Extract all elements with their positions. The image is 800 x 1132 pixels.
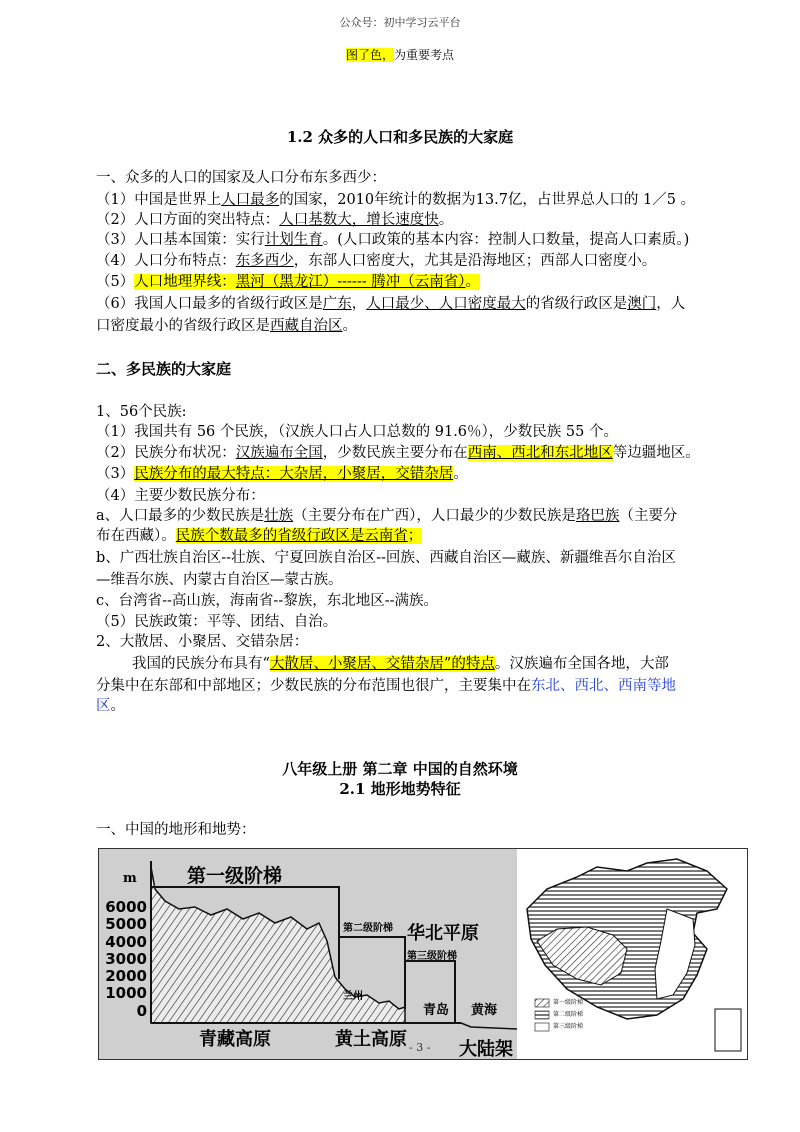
s1-line6: （6）我国人口最多的省级行政区是广东，人口最少、人口密度最大的省级行政区是澳门，人 <box>96 296 686 312</box>
map-legend-item: 第一级阶梯 <box>553 999 584 1006</box>
s1-line2: （2）人口方面的突出特点：人口基数大，增长速度快。 <box>96 212 454 228</box>
s2-line8: b、广西壮族自治区--壮族、宁夏回族自治区--回族、西藏自治区—藏族、新疆维吾尔自治区 <box>96 550 676 566</box>
s2-line7: 布在西藏）。民族个数最多的省级行政区是云南省； <box>96 528 423 544</box>
legend-rest: 为重要考点 <box>394 48 455 62</box>
terrain-profile <box>99 849 517 1059</box>
legend-swatch <box>535 999 549 1007</box>
dalujia-label: 大陆架 <box>459 1039 513 1060</box>
page-number: - 3 - <box>409 1041 431 1054</box>
s2-line13: 我国的民族分布具有“大散居、小聚居、交错杂居”的特点。汉族遍布全国各地，大部 <box>132 656 669 672</box>
step1-label: 第一级阶梯 <box>187 865 283 887</box>
s2-line14: 分集中在东部和中部地区；少数民族的分布范围也很广，主要集中在东北、西北、西南等地 <box>96 678 676 694</box>
y-tick: 1000 <box>105 984 147 1003</box>
s2-line5: （4）主要少数民族分布： <box>96 488 265 504</box>
step1-region <box>537 927 627 985</box>
qingzang-label: 青藏高原 <box>199 1029 271 1050</box>
huabei-label: 华北平原 <box>407 923 479 944</box>
section3-title2: 2.1 地形地势特征 <box>339 780 461 798</box>
y-tick: 6000 <box>105 898 147 916</box>
s2-line11: （5）民族政策：平等、团结、自治。 <box>96 614 338 630</box>
y-unit: m <box>123 871 137 886</box>
s2-line6: a、人口最多的少数民族是壮族（主要分布在广西），人口最少的少数民族是珞巴族（主要分 <box>96 508 678 524</box>
s2-line4: （3）民族分布的最大特点：大杂居，小聚居，交错杂居。 <box>96 466 468 482</box>
s2-line3: （2）民族分布状况：汉族遍布全国，少数民族主要分布在西南、西北和东北地区等边疆地区。 <box>96 445 700 461</box>
china-step-map <box>517 849 747 1059</box>
legend-note <box>0 46 800 63</box>
y-tick: 0 <box>136 1001 147 1020</box>
section1-heading: 一、众多的人口的国家及人口分布东多西少： <box>96 170 386 186</box>
y-tick: 2000 <box>105 967 147 986</box>
step3-label: 第三级阶梯 <box>407 951 457 962</box>
y-tick: 3000 <box>105 949 147 968</box>
terrain-silhouette <box>151 867 405 1023</box>
s2-line12: 2、大散居、小聚居、交错杂居： <box>96 634 309 650</box>
s1-line4: （4）人口分布特点：东多西少，东部人口密度大，尤其是沿海地区；西部人口密度小。 <box>96 253 657 269</box>
s1-line7: 口密度最小的省级行政区是西藏自治区。 <box>96 318 357 334</box>
section3-title1: 八年级上册 第二章 中国的自然环境 <box>282 760 518 778</box>
terrain-figure <box>98 848 748 1060</box>
y-tick: 5000 <box>105 915 147 934</box>
section1-title: 1.2 众多的人口和多民族的大家庭 <box>286 128 514 146</box>
legend-swatch <box>535 1011 549 1019</box>
s1-line5: （5）人口地理界线：黑河（黑龙江）------ 腾冲（云南省）。 <box>96 274 480 290</box>
s2-line2: （1）我国共有 56 个民族，（汉族人口占人口总数的 91.6％），少数民族 55 个。 <box>96 424 618 440</box>
step2-label: 第二级阶梯 <box>343 923 393 934</box>
s1-line3: （3）人口基本国策：实行计划生育。(人口政策的基本内容：控制人口数量，提高人口素质。) <box>96 232 690 248</box>
south-sea-inset <box>715 1009 741 1051</box>
legend-highlight: 图了色， <box>345 48 394 62</box>
s1-line1: （1）中国是世界上人口最多的国家，2010年统计的数据为13.7亿，占世界总人口的 1／5 。 <box>96 192 696 208</box>
huangtu-label: 黄土高原 <box>335 1029 407 1050</box>
s2-line15: 区。 <box>96 698 125 714</box>
section2-title: 二、多民族的大家庭 <box>96 360 232 378</box>
y-tick: 4000 <box>105 932 147 951</box>
huanghai-label: 黄海 <box>471 1003 498 1018</box>
header-source: 公众号：初中学习云平台 <box>339 16 461 29</box>
shelf-line <box>461 1023 517 1029</box>
china-map-svg <box>517 849 747 1059</box>
s2-line9: —维吾尔族、内蒙古自治区—蒙古族。 <box>96 572 343 588</box>
section3-heading: 一、中国的地形和地势： <box>96 822 256 838</box>
lanzhou-label: 兰州 <box>343 991 363 1002</box>
s2-line1: 1、56个民族: <box>96 404 187 420</box>
legend-swatch <box>535 1023 549 1031</box>
y-ticks <box>101 899 147 1020</box>
map-legend-item: 第三级阶梯 <box>553 1023 584 1030</box>
qingdao-label: 青岛 <box>423 1003 450 1018</box>
map-legend <box>553 997 583 1033</box>
map-legend-item: 第二级阶梯 <box>553 1011 584 1018</box>
s2-line10: c、台湾省--高山族，海南省--黎族，东北地区--满族。 <box>96 593 439 609</box>
